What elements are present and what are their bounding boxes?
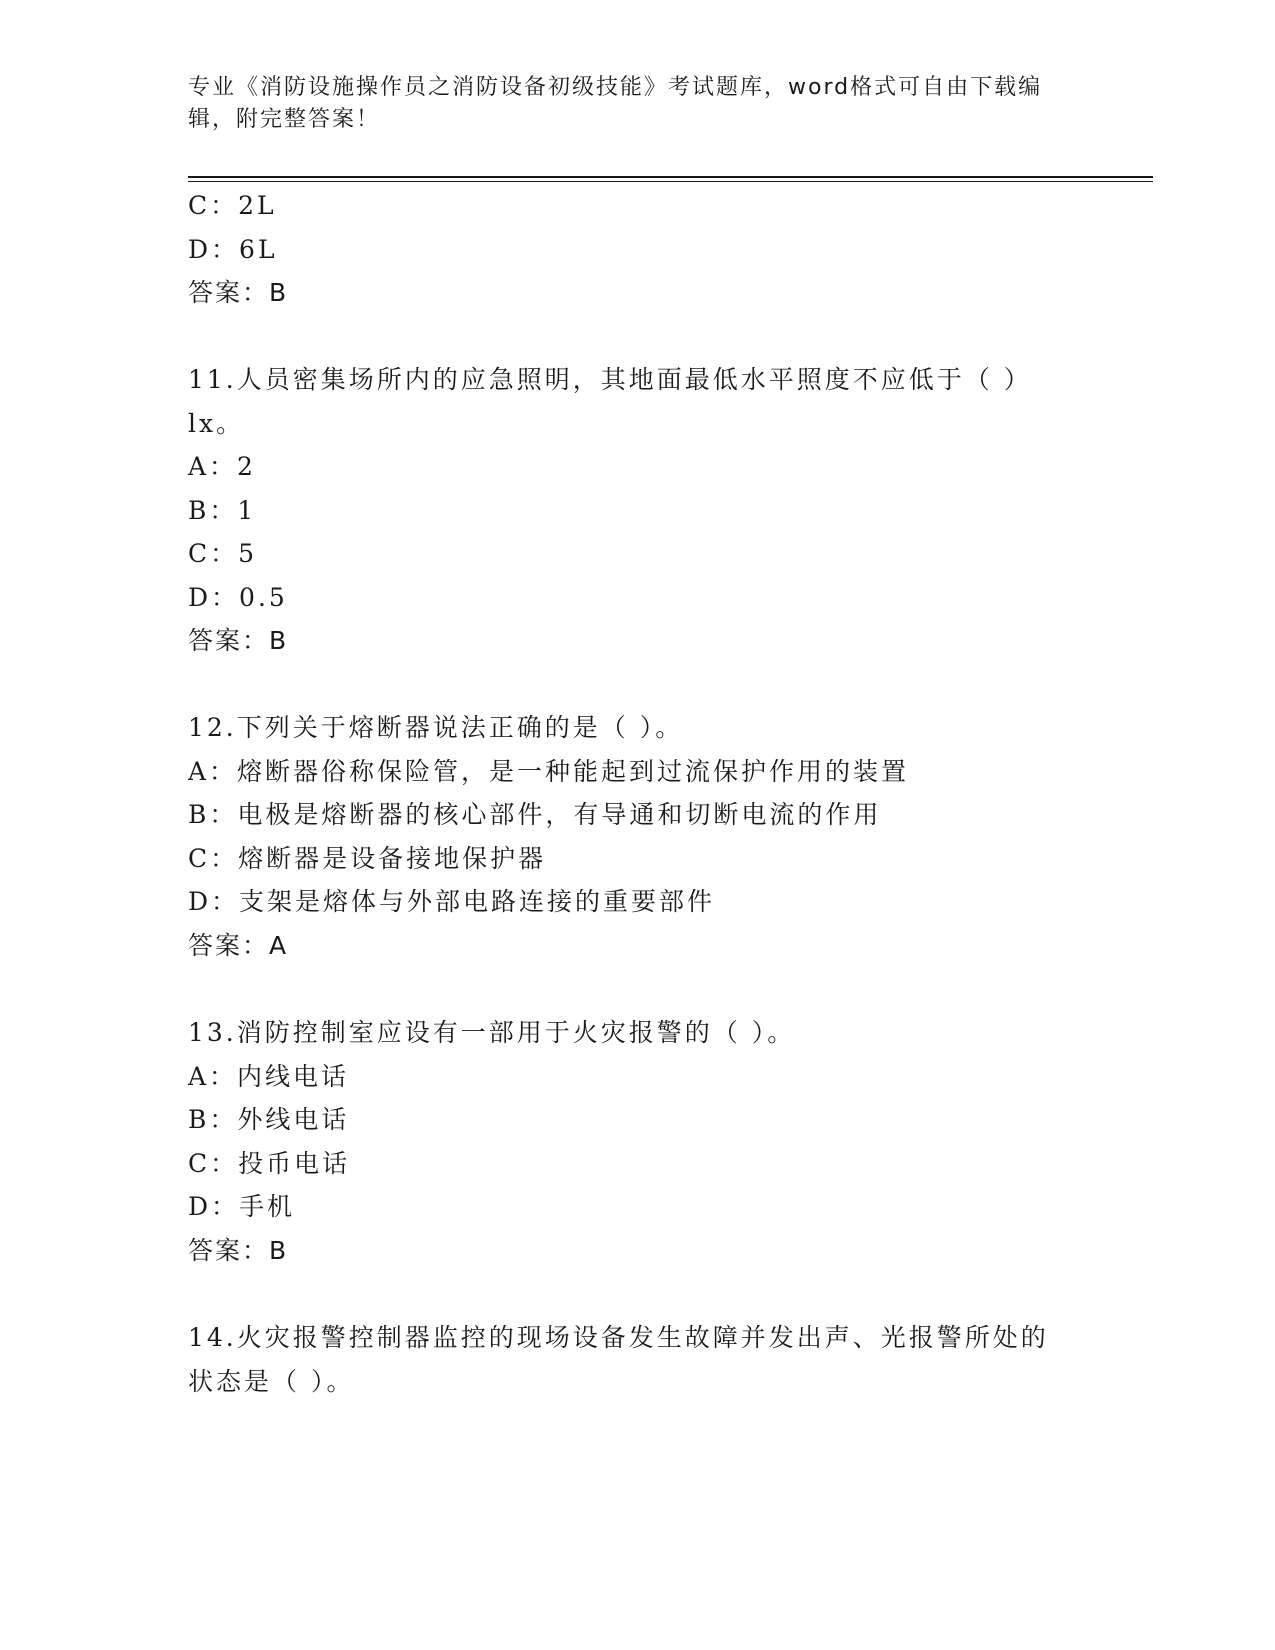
- header-divider-thin: [188, 181, 1153, 182]
- q11-answer: 答案：B: [188, 626, 289, 655]
- q13-option-b: B：外线电话: [188, 1105, 350, 1134]
- header-line-2: 辑，附完整答案！: [188, 107, 381, 132]
- q10-option-d: D：6L: [188, 235, 278, 264]
- q11-option-b: B：1: [188, 496, 257, 525]
- q13-stem: 13.消防控制室应设有一部用于火灾报警的（ ）。: [188, 1018, 796, 1047]
- q11-stem-line-2: lx。: [188, 409, 245, 438]
- q13-answer: 答案：B: [188, 1236, 289, 1265]
- q12-answer: 答案：A: [188, 931, 289, 960]
- q12-option-a: A：熔断器俗称保险管，是一种能起到过流保护作用的装置: [188, 757, 910, 786]
- q11-stem-line-1: 11.人员密集场所内的应急照明，其地面最低水平照度不应低于（ ）: [188, 365, 1032, 394]
- q12-stem: 12.下列关于熔断器说法正确的是（ ）。: [188, 713, 684, 742]
- q14-stem-line-1: 14.火灾报警控制器监控的现场设备发生故障并发出声、光报警所处的: [188, 1323, 1049, 1352]
- q10-answer: 答案：B: [188, 278, 289, 307]
- q11-option-d: D：0.5: [188, 583, 288, 612]
- q11-option-c: C：5: [188, 539, 258, 568]
- header-line-1: 专业《消防设施操作员之消防设备初级技能》考试题库，word格式可自由下载编: [188, 75, 1043, 100]
- q12-option-c: C：熔断器是设备接地保护器: [188, 844, 547, 873]
- q13-option-a: A：内线电话: [188, 1062, 350, 1091]
- q11-option-a: A：2: [188, 452, 256, 481]
- q13-option-d: D：手机: [188, 1192, 296, 1221]
- q13-option-c: C：投币电话: [188, 1149, 351, 1178]
- document-header: [188, 72, 1068, 136]
- q10-option-c: C：2L: [188, 191, 277, 220]
- q14-stem-line-2: 状态是（ ）。: [188, 1367, 355, 1396]
- q12-option-d: D：支架是熔体与外部电路连接的重要部件: [188, 887, 716, 916]
- header-divider-thick: [188, 176, 1153, 178]
- q12-option-b: B：电极是熔断器的核心部件，有导通和切断电流的作用: [188, 800, 882, 829]
